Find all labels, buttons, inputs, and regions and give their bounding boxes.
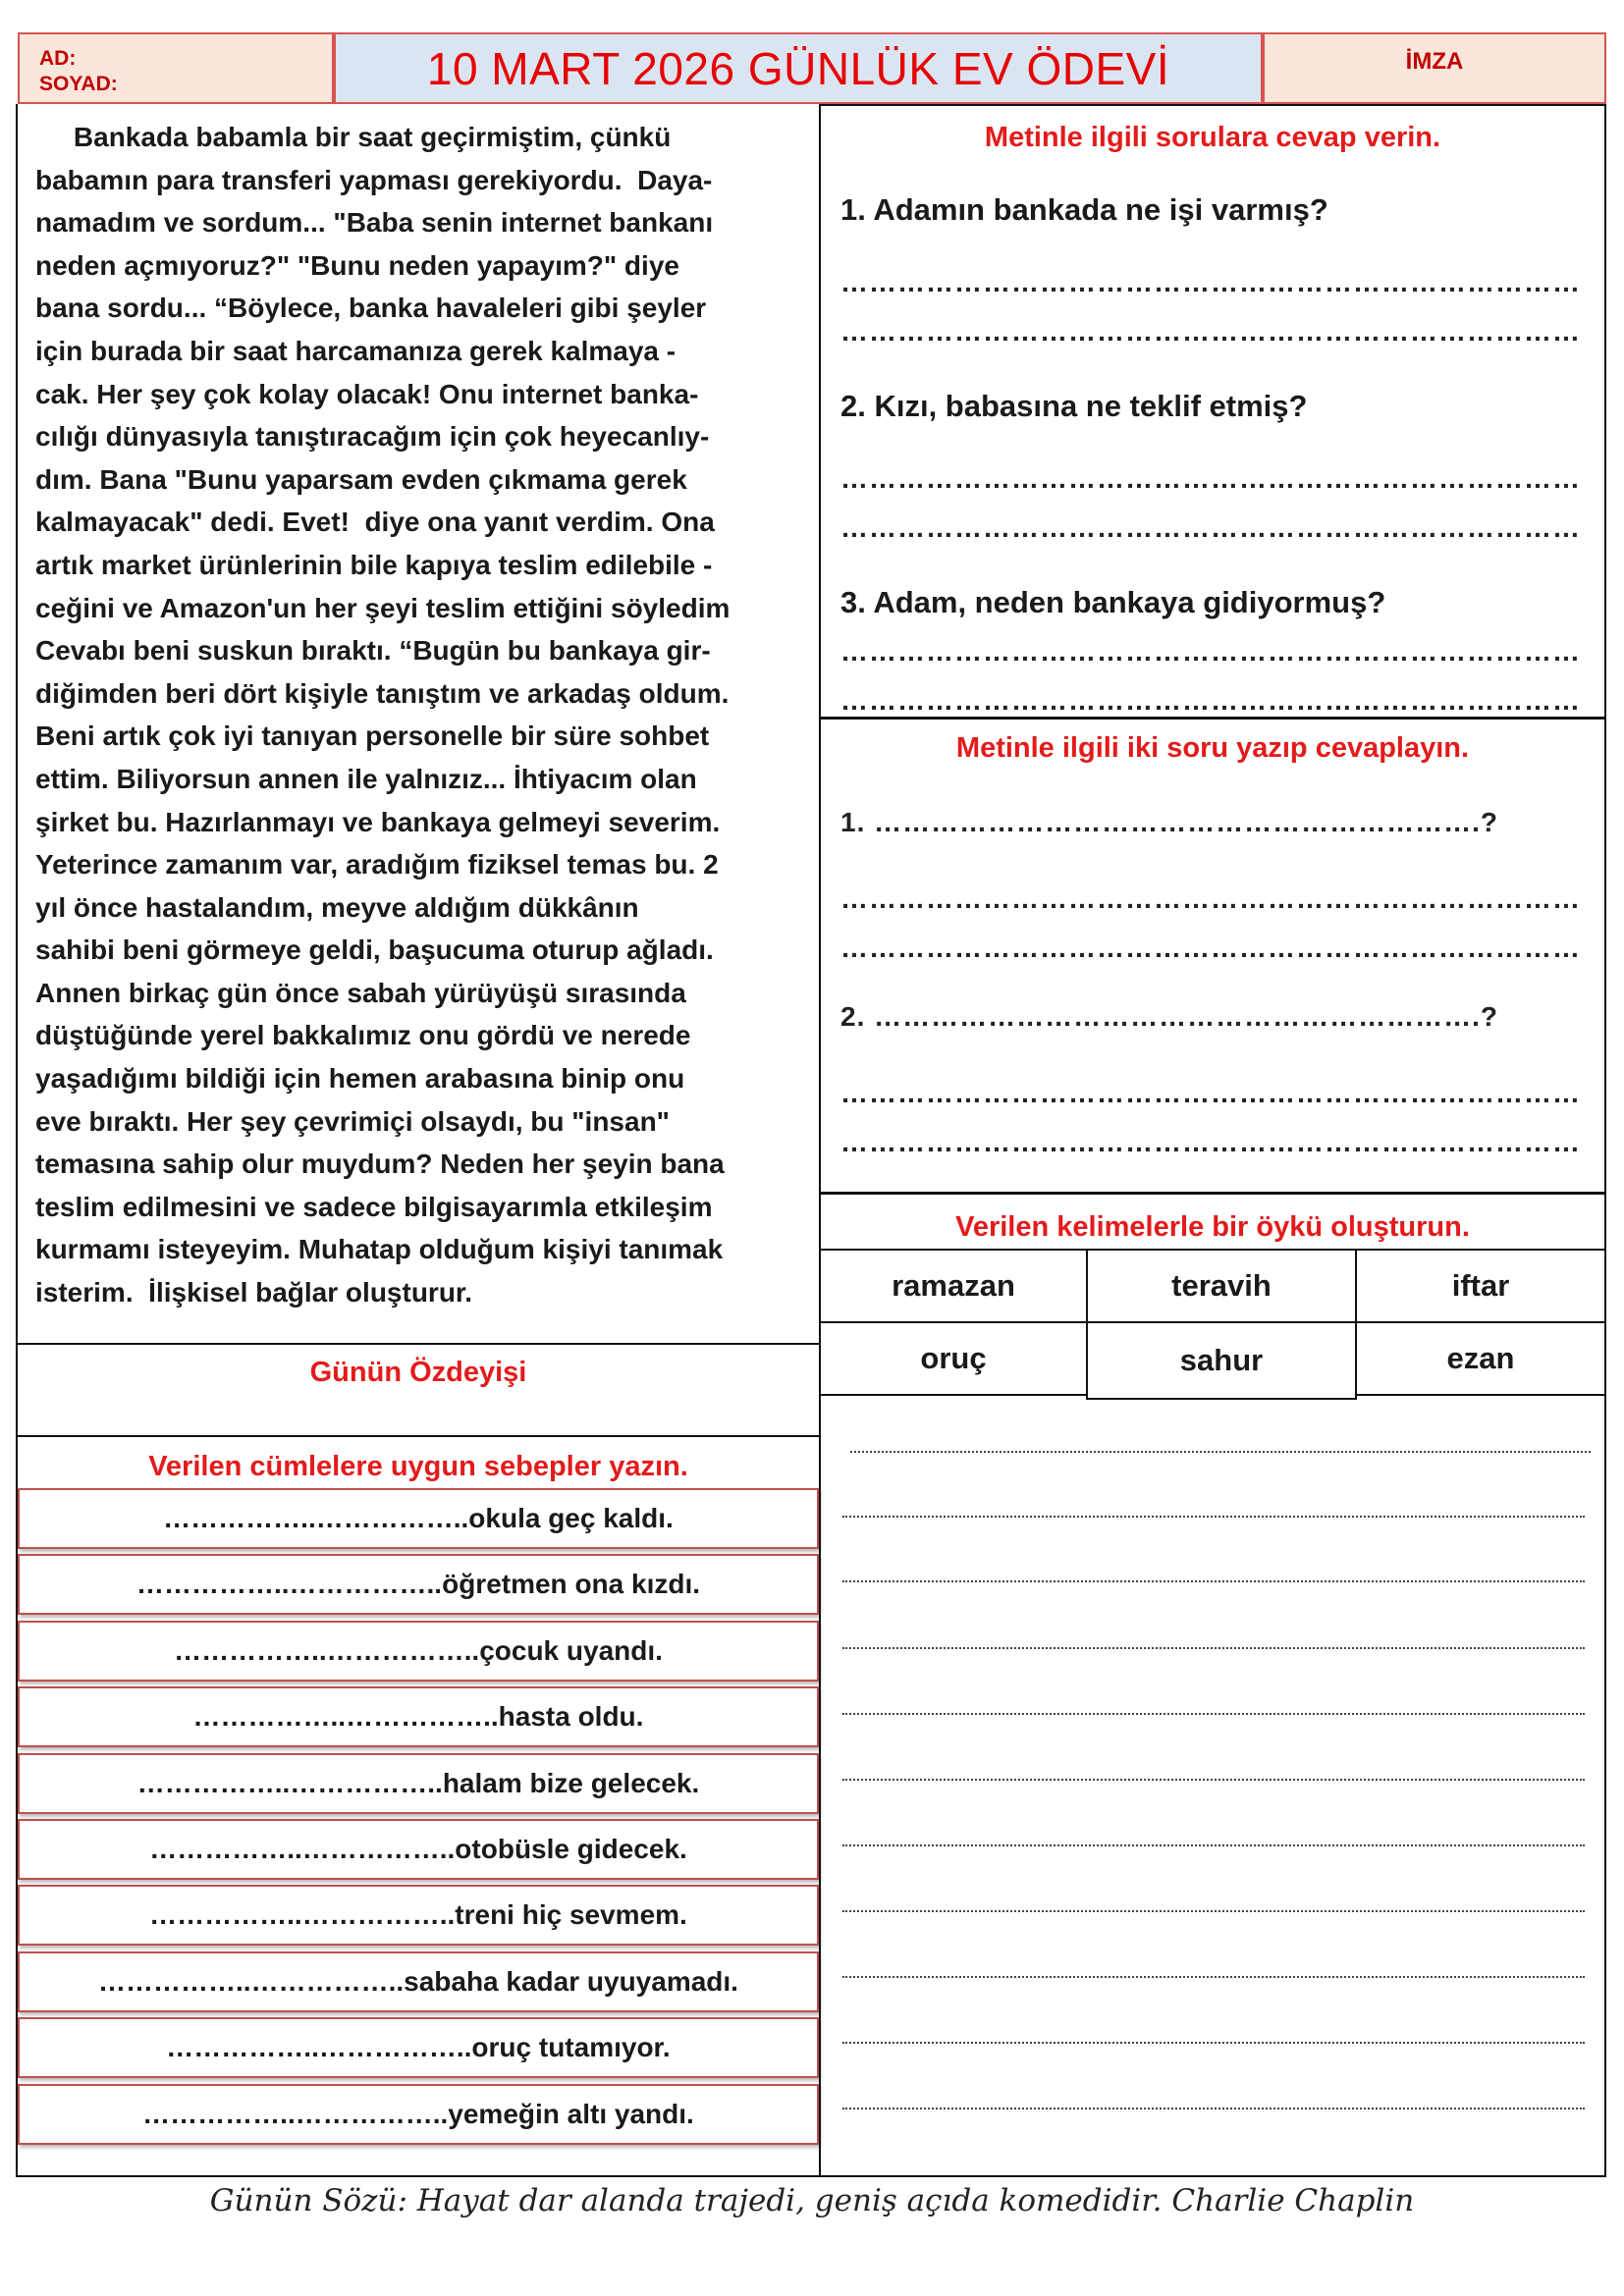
section-divider — [819, 1192, 1606, 1195]
story-line: teslim edilmesini ve sadece bilgisayarımla etkileşim — [35, 1191, 713, 1222]
own-questions-heading: Metinle ilgili iki soru yazıp cevaplayın. — [955, 732, 1470, 764]
story-line: ceğini ve Amazon'un her şeyi teslim ettiğini söyledim — [35, 592, 731, 623]
signature-label: İMZA — [1405, 48, 1464, 75]
story-line: artık market ürünlerinin bile kapıya teslim edilebile - — [35, 549, 713, 580]
word-ezan: ezan — [1355, 1321, 1606, 1396]
writing-line[interactable] — [842, 2108, 1585, 2109]
cause-sentence-box[interactable]: ……………..……………..çocuk uyandı. — [18, 1621, 819, 1682]
questions-heading: Metinle ilgili sorulara cevap verin. — [984, 122, 1441, 153]
story-line: isterim. İlişkisel bağlar oluşturur. — [35, 1277, 473, 1308]
story-line: babamın para transferi yapması gerekiyordu. Daya- — [35, 164, 713, 195]
story-line: ettim. Biliyorsun annen ile yalnızız... İhtiyacım olan — [35, 763, 697, 794]
story-line: Cevabı beni suskun bıraktı. “Bugün bu bankaya gir- — [35, 635, 711, 667]
story-line: Beni artık çok iyi tanıyan personelle bir süre sohbet — [35, 721, 710, 752]
story-line: kalmayacak" dedi. Evet! diye ona yanıt verdim. Ona — [35, 507, 715, 538]
story-words-heading: Verilen kelimelerle bir öykü oluşturun. — [955, 1211, 1470, 1243]
story-line: namadım ve sordum... "Baba senin internet bankanı — [35, 207, 714, 239]
answer-line[interactable]: …………………………………………………………………… — [840, 883, 1581, 914]
answer-line[interactable]: …………………………………………………………………… — [840, 267, 1581, 297]
answer-line[interactable]: …………………………………………………………………… — [840, 685, 1581, 716]
story-line: için burada bir saat harcamanıza gerek kalmaya - — [35, 335, 677, 366]
cause-sentence-box[interactable]: ……………..……………..yemeğin altı yandı. — [18, 2084, 819, 2145]
word-sahur: sahur — [1086, 1321, 1357, 1400]
motto-divider-bottom — [16, 1435, 821, 1437]
answer-line[interactable]: …………………………………………………………………… — [840, 933, 1581, 963]
cause-sentence-box[interactable]: ……………..……………..oruç tutamıyor. — [18, 2017, 819, 2078]
motto-heading: Günün Özdeyişi — [309, 1357, 527, 1388]
name-surname-field[interactable] — [18, 32, 334, 104]
story-line: Yeterince zamanım var, aradığım fiziksel temas bu. 2 — [35, 849, 719, 881]
answer-line[interactable]: …………………………………………………………………… — [840, 316, 1581, 347]
answer-line[interactable]: …………………………………………………………………… — [840, 463, 1581, 494]
story-line: yaşadığımı bildiği için hemen arabasına binip onu — [35, 1063, 685, 1095]
story-text — [35, 116, 821, 1314]
question-3: 3. Adam, neden bankaya gidiyormuş? — [840, 585, 1386, 619]
story-line: şirket bu. Hazırlanmayı ve bankaya gelmeyi severim. — [35, 806, 721, 837]
word-oruc: oruç — [819, 1321, 1088, 1396]
answer-line[interactable]: …………………………………………………………………… — [840, 636, 1581, 667]
page-title: 10 MART 2026 GÜNLÜK EV ÖDEVİ — [334, 32, 1263, 104]
story-line: Annen birkaç gün önce sabah yürüyüşü sırasında — [35, 977, 686, 1008]
answer-line[interactable]: …………………………………………………………………… — [840, 1078, 1581, 1108]
surname-label: SOYAD: — [39, 73, 118, 95]
cause-sentence-box[interactable]: ……………..……………..öğretmen ona kızdı. — [18, 1554, 819, 1615]
cause-sentence-box[interactable]: ……………..……………..hasta oldu. — [18, 1686, 819, 1747]
cause-sentence-box[interactable]: ……………..……………..treni hiç sevmem. — [18, 1885, 819, 1946]
writing-line[interactable] — [842, 1910, 1585, 1912]
causes-heading: Verilen cümlelere uygun sebepler yazın. — [148, 1451, 688, 1482]
answer-line[interactable]: …………………………………………………………………… — [840, 1127, 1581, 1157]
word-ramazan: ramazan — [819, 1249, 1088, 1323]
writing-line[interactable] — [842, 1844, 1585, 1846]
word-iftar: iftar — [1355, 1249, 1606, 1323]
name-label: AD: — [39, 47, 77, 70]
word-teravih: teravih — [1086, 1249, 1357, 1323]
question-2: 2. Kızı, babasına ne teklif etmiş? — [840, 389, 1308, 423]
story-line: eve bıraktı. Her şey çevrimiçi olsaydı, bu "insan" — [35, 1105, 670, 1137]
frame-right — [1604, 104, 1606, 2177]
writing-line[interactable] — [850, 1451, 1591, 1453]
cause-sentence-box[interactable]: ……………..……………..okula geç kaldı. — [18, 1488, 819, 1549]
own-question-2[interactable]: 2. ……………………………………………………….? — [840, 1001, 1499, 1032]
cause-sentence-box[interactable]: ……………..……………..halam bize gelecek. — [18, 1753, 819, 1814]
story-line: dım. Bana "Bunu yaparsam evden çıkmama gerek — [35, 463, 687, 495]
signature-field[interactable] — [1263, 32, 1606, 104]
motto-divider-top — [16, 1343, 821, 1345]
writing-line[interactable] — [842, 1580, 1585, 1582]
story-line: neden açmıyoruz?" "Bunu neden yapayım?" diye — [35, 249, 679, 281]
answer-line[interactable]: …………………………………………………………………… — [840, 512, 1581, 543]
writing-line[interactable] — [842, 1516, 1585, 1518]
question-1: 1. Adamın bankada ne işi varmış? — [840, 192, 1328, 227]
story-line: yıl önce hastalandım, meyve aldığım dükkânın — [35, 891, 639, 923]
footer-quote: Günün Sözü: Hayat dar alanda trajedi, geniş açıda komedidir. Charlie Chaplin — [209, 2183, 1415, 2218]
story-line: temasına sahip olur muydum? Neden her şeyin bana — [35, 1148, 725, 1180]
own-question-1[interactable]: 1. ……………………………………………………….? — [840, 807, 1499, 837]
story-line: bana sordu... “Böylece, banka havaleleri gibi şeyler — [35, 293, 707, 324]
writing-line[interactable] — [842, 1779, 1585, 1781]
writing-line[interactable] — [842, 1976, 1585, 1978]
story-line: cak. Her şey çok kolay olacak! Onu internet banka- — [35, 378, 699, 409]
story-line: kurmamı isteyeyim. Muhatap olduğum kişiyi tanımak — [35, 1234, 724, 1265]
story-line: cılığı dünyasıyla tanıştıracağım için çok heyecanlıy- — [35, 421, 710, 453]
frame-top-right — [819, 104, 1606, 106]
story-line: diğimden beri dört kişiyle tanıştım ve arkadaş oldum. — [35, 677, 730, 709]
story-line: Bankada babamla bir saat geçirmiştim, çünkü — [35, 122, 672, 152]
writing-line[interactable] — [842, 1647, 1585, 1649]
section-divider — [819, 717, 1606, 720]
writing-line[interactable] — [842, 1713, 1585, 1715]
story-line: düştüğünde yerel bakkalımız onu gördü ve nerede — [35, 1020, 691, 1051]
writing-line[interactable] — [842, 2042, 1585, 2044]
story-line: sahibi beni görmeye geldi, başucuma oturup ağladı. — [35, 934, 714, 966]
frame-bottom — [16, 2175, 1606, 2177]
cause-sentence-box[interactable]: ……………..……………..sabaha kadar uyuyamadı. — [18, 1951, 819, 2012]
cause-sentence-box[interactable]: ……………..……………..otobüsle gidecek. — [18, 1819, 819, 1880]
